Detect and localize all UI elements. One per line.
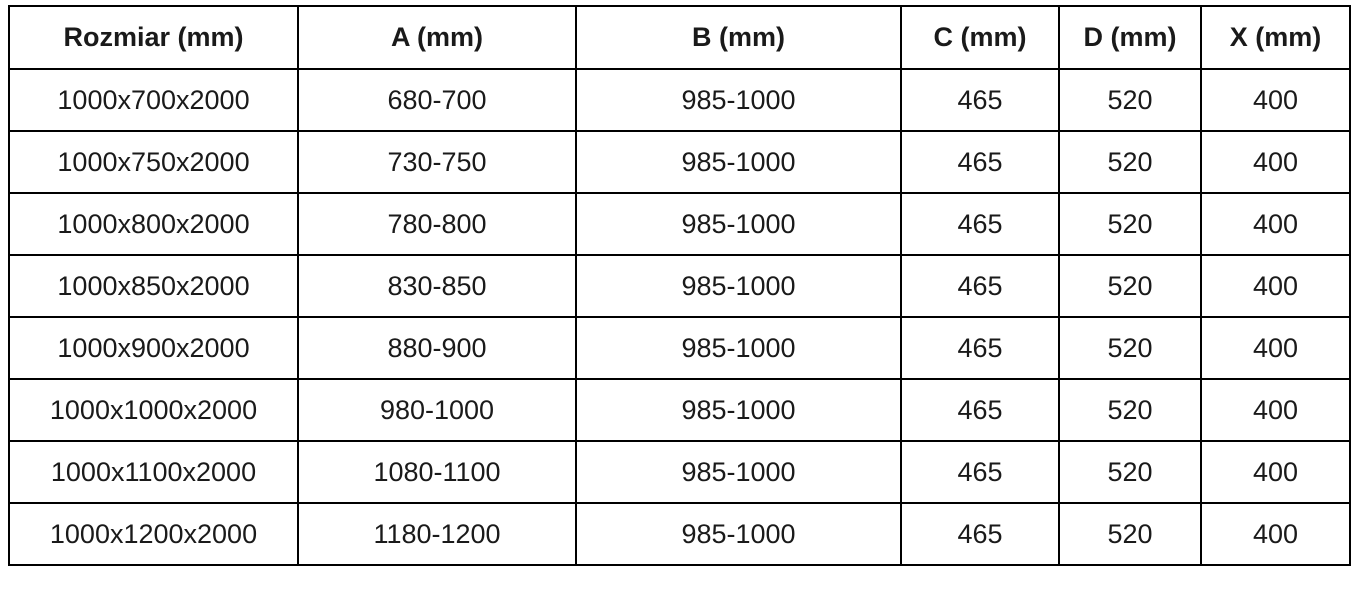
table-cell: 465 [901, 379, 1059, 441]
table-cell: 465 [901, 503, 1059, 565]
table-row [9, 317, 1350, 379]
table-cell: 520 [1059, 503, 1201, 565]
table-cell: 1180-1200 [298, 503, 576, 565]
table-cell: 400 [1201, 503, 1350, 565]
table-cell: 1000x1200x2000 [9, 503, 298, 565]
table-cell: 985-1000 [576, 441, 901, 503]
table-row [9, 193, 1350, 255]
table-cell: 730-750 [298, 131, 576, 193]
table-cell: 400 [1201, 193, 1350, 255]
table-cell: 985-1000 [576, 69, 901, 131]
column-header-c: C (mm) [901, 6, 1059, 69]
table-cell: 985-1000 [576, 131, 901, 193]
table-cell: 780-800 [298, 193, 576, 255]
table-cell: 400 [1201, 379, 1350, 441]
header-row [9, 6, 1350, 69]
table-cell: 465 [901, 69, 1059, 131]
table-cell: 1000x750x2000 [9, 131, 298, 193]
table-cell: 680-700 [298, 69, 576, 131]
table-cell: 400 [1201, 255, 1350, 317]
column-header-rozmiar: Rozmiar (mm) [9, 6, 298, 69]
table-cell: 400 [1201, 69, 1350, 131]
table-cell: 465 [901, 193, 1059, 255]
table-row [9, 69, 1350, 131]
size-dimensions-table [8, 5, 1351, 566]
table-cell: 400 [1201, 131, 1350, 193]
table-header [9, 6, 1350, 69]
table-row [9, 503, 1350, 565]
table-cell: 1000x800x2000 [9, 193, 298, 255]
table-body [9, 69, 1350, 565]
table-cell: 980-1000 [298, 379, 576, 441]
table-cell: 985-1000 [576, 193, 901, 255]
table-cell: 520 [1059, 379, 1201, 441]
table-row [9, 255, 1350, 317]
table-cell: 520 [1059, 441, 1201, 503]
table-cell: 985-1000 [576, 317, 901, 379]
table-cell: 520 [1059, 131, 1201, 193]
table-row [9, 441, 1350, 503]
table-cell: 465 [901, 441, 1059, 503]
table-cell: 1000x850x2000 [9, 255, 298, 317]
table-cell: 465 [901, 131, 1059, 193]
table-cell: 400 [1201, 317, 1350, 379]
table-row [9, 131, 1350, 193]
column-header-d: D (mm) [1059, 6, 1201, 69]
column-header-a: A (mm) [298, 6, 576, 69]
table-cell: 520 [1059, 317, 1201, 379]
table-cell: 985-1000 [576, 379, 901, 441]
table-cell: 1000x700x2000 [9, 69, 298, 131]
table-cell: 1000x900x2000 [9, 317, 298, 379]
table-cell: 465 [901, 255, 1059, 317]
table-cell: 520 [1059, 69, 1201, 131]
column-header-b: B (mm) [576, 6, 901, 69]
table-row [9, 379, 1350, 441]
table-cell: 465 [901, 317, 1059, 379]
table-cell: 520 [1059, 193, 1201, 255]
table-container [8, 5, 1351, 566]
table-cell: 985-1000 [576, 503, 901, 565]
table-cell: 1000x1100x2000 [9, 441, 298, 503]
table-cell: 880-900 [298, 317, 576, 379]
table-cell: 985-1000 [576, 255, 901, 317]
column-header-x: X (mm) [1201, 6, 1350, 69]
table-cell: 1080-1100 [298, 441, 576, 503]
table-cell: 1000x1000x2000 [9, 379, 298, 441]
table-cell: 400 [1201, 441, 1350, 503]
table-cell: 830-850 [298, 255, 576, 317]
table-cell: 520 [1059, 255, 1201, 317]
